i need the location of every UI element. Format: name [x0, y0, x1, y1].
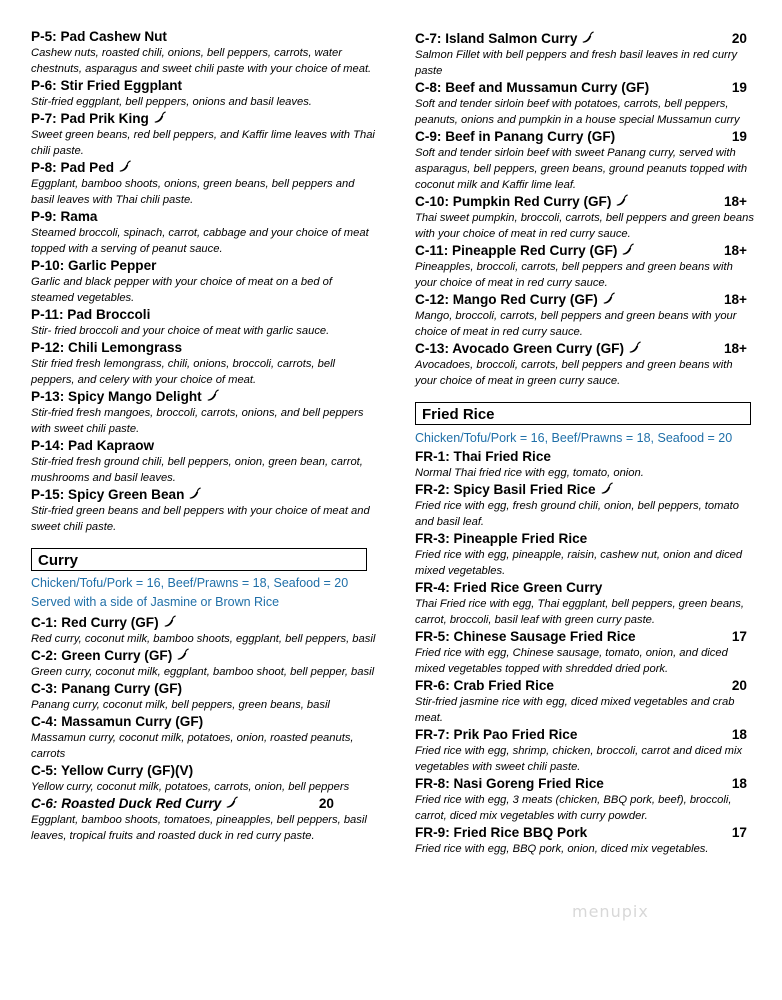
menu-item-name-text: P-14: Pad Kapraow: [31, 438, 155, 453]
menu-item: [415, 726, 755, 775]
menu-item-description: Eggplant, bamboo shoots, tomatoes, pineapples, bell peppers, basil leaves, tropical fruits and roasted duck in red curry paste.: [31, 814, 367, 842]
menu-item-name: [415, 628, 755, 645]
menu-item-description: Panang curry, coconut milk, bell peppers, green beans, basil: [31, 699, 330, 711]
menu-item-name-text: P-5: Pad Cashew Nut: [31, 29, 167, 44]
menu-item-name: [31, 77, 376, 94]
menu-item-name-text: C-2: Green Curry (GF): [31, 648, 173, 663]
menu-item-name-text: P-11: Pad Broccoli: [31, 307, 151, 322]
menu-item-name: [31, 680, 376, 697]
menu-item: [415, 448, 755, 481]
menu-item-name-text: P-15: Spicy Green Bean: [31, 487, 185, 502]
menu-item-description: Stir-fried fresh ground chili, bell peppers, onion, green bean, carrot, mushrooms and basil leaves.: [31, 456, 363, 484]
fried-rice-items-list: [415, 448, 755, 857]
left-items-list: [31, 28, 376, 535]
chili-pepper-icon: [580, 31, 595, 44]
menu-item-name-text: P-9: Rama: [31, 209, 98, 224]
menu-item-price: 17: [731, 629, 747, 644]
menu-item-name: [415, 291, 755, 308]
menu-item-name: [31, 28, 376, 45]
menu-item: [31, 388, 376, 437]
menu-item: [415, 579, 755, 628]
chili-pepper-icon: [162, 615, 177, 628]
curry-section: [31, 548, 376, 844]
menu-item-name: [415, 79, 755, 96]
menu-item-description: Fried rice with egg, 3 meats (chicken, BBQ pork, beef), broccoli, carrot, diced mix vegetables with curry powder.: [415, 794, 732, 822]
menu-item-description: Eggplant, bamboo shoots, onions, green beans, bell peppers and basil leaves with Thai chili paste.: [31, 178, 355, 206]
menu-item: [415, 193, 755, 242]
menu-item-price: 20: [318, 796, 334, 811]
menu-item-name: [31, 713, 376, 730]
menu-item: [31, 339, 376, 388]
menu-item: [31, 762, 376, 795]
menu-item-name-text: P-6: Stir Fried Eggplant: [31, 78, 183, 93]
menu-item-description: Stir- fried broccoli and your choice of meat with garlic sauce.: [31, 325, 330, 337]
menu-item-description: Red curry, coconut milk, bamboo shoots, eggplant, bell peppers, basil: [31, 633, 376, 645]
menu-item: [415, 824, 755, 857]
menu-item-description: Normal Thai fried rice with egg, tomato, onion.: [415, 467, 644, 479]
menu-item-name-text: FR-9: Fried Rice BBQ Pork: [415, 825, 588, 840]
menu-item-name-text: FR-4: Fried Rice Green Curry: [415, 580, 603, 595]
menu-item-description: Soft and tender sirloin beef with sweet Panang curry, served with asparagus, bell peppers, green beans, ground peanuts topped with coconut milk and Kaffir lime leaf.: [415, 147, 748, 191]
menu-item-price: 18: [731, 727, 747, 742]
menu-item-description: Steamed broccoli, spinach, carrot, cabbage and your choice of meat topped with a serving of peanut sauce.: [31, 227, 369, 255]
menu-item-name: [31, 110, 376, 127]
menu-item-price: 18+: [723, 292, 747, 307]
right-items-list: [415, 30, 755, 389]
menu-item-description: Fried rice with egg, Chinese sausage, tomato, onion, and diced mixed vegetables topped with shredded dried pork.: [415, 647, 728, 675]
menu-item-price: 17: [731, 825, 747, 840]
menu-item-name: [415, 677, 755, 694]
menu-item-name-text: FR-1: Thai Fried Rice: [415, 449, 551, 464]
menu-item-price: 20: [731, 678, 747, 693]
menu-item-name: [31, 437, 376, 454]
menu-item-description: Thai Fried rice with egg, Thai eggplant, bell peppers, green beans, carrot, broccoli, basil leaf with green curry paste.: [415, 598, 744, 626]
menu-item-name: [415, 128, 755, 145]
menu-item-name: [415, 530, 755, 547]
menu-item: [31, 257, 376, 306]
menu-item-name-text: C-12: Mango Red Curry (GF): [415, 292, 598, 307]
menu-item-name-text: C-7: Island Salmon Curry: [415, 31, 578, 46]
menu-item-name: [31, 647, 376, 664]
menu-item-name-text: P-12: Chili Lemongrass: [31, 340, 183, 355]
menu-item: [31, 713, 376, 762]
menu-item-name: [415, 242, 755, 259]
right-column: [415, 30, 755, 857]
watermark: menupix: [572, 902, 649, 921]
menu-item-description: Avocadoes, broccoli, carrots, bell peppers and green beans with your choice of meat in green curry sauce.: [415, 359, 733, 387]
menu-item-name-text: C-8: Beef and Mussamun Curry (GF): [415, 80, 650, 95]
menu-item-price: 18+: [723, 194, 747, 209]
menu-item-name: [31, 339, 376, 356]
menu-item-description: Fried rice with egg, pineapple, raisin, cashew nut, onion and diced mixed vegetables.: [415, 549, 743, 577]
menu-item: [31, 159, 376, 208]
menu-item-name: [415, 775, 755, 792]
menu-item: [415, 775, 755, 824]
menu-item-name: [415, 30, 755, 47]
chili-pepper-icon: [187, 487, 202, 500]
fried-rice-price-note: Chicken/Tofu/Pork = 16, Beef/Prawns = 18, Seafood = 20: [415, 431, 733, 445]
menu-item-name-text: P-13: Spicy Mango Delight: [31, 389, 202, 404]
menu-item-description: Stir-fried green beans and bell peppers with your choice of meat and sweet chili paste.: [31, 505, 370, 533]
menu-item-description: Yellow curry, coconut milk, potatoes, carrots, onion, bell peppers: [31, 781, 350, 793]
menu-item-name-text: C-3: Panang Curry (GF): [31, 681, 183, 696]
menu-item: [415, 128, 755, 193]
menu-item: [31, 680, 376, 713]
menu-item-name-text: C-11: Pineapple Red Curry (GF): [415, 243, 618, 258]
chili-pepper-icon: [599, 482, 614, 495]
menu-item-name: [31, 614, 376, 631]
menu-item-name-text: FR-8: Nasi Goreng Fried Rice: [415, 776, 604, 791]
menu-item-price: 19: [731, 129, 747, 144]
menu-item-name: [415, 726, 755, 743]
chili-pepper-icon: [175, 648, 190, 661]
menu-item: [31, 306, 376, 339]
menu-item-description: Fried rice with egg, shrimp, chicken, broccoli, carrot and diced mix vegetables with sweet chili paste.: [415, 745, 743, 773]
menu-item-name: [415, 448, 755, 465]
menu-item-name-text: P-8: Pad Ped: [31, 160, 115, 175]
curry-side-note: Served with a side of Jasmine or Brown Rice: [31, 595, 280, 609]
menu-item-name-text: C-9: Beef in Panang Curry (GF): [415, 129, 616, 144]
menu-item-price: 20: [731, 31, 747, 46]
menu-item-description: Stir-fried eggplant, bell peppers, onions and basil leaves.: [31, 96, 312, 108]
menu-item: [31, 437, 376, 486]
menu-item-name: [31, 388, 376, 405]
menu-item: [415, 481, 755, 530]
chili-pepper-icon: [117, 160, 132, 173]
menu-item-name-text: FR-7: Prik Pao Fried Rice: [415, 727, 578, 742]
menu-item-name-text: FR-2: Spicy Basil Fried Rice: [415, 482, 596, 497]
menu-item-description: Pineapples, broccoli, carrots, bell peppers and green beans with your choice of meat in red curry sauce.: [415, 261, 733, 289]
menu-item-name-text: P-10: Garlic Pepper: [31, 258, 157, 273]
left-column: [31, 28, 376, 844]
menu-item: [415, 340, 755, 389]
chili-pepper-icon: [205, 389, 220, 402]
menu-item-description: Stir fried fresh lemongrass, chili, onions, broccoli, carrots, bell peppers, and celery with your choice of meat.: [31, 358, 336, 386]
menu-item-description: Thai sweet pumpkin, broccoli, carrots, bell peppers and green beans with your choice of meat in red curry sauce.: [415, 212, 754, 240]
menu-item-description: Sweet green beans, red bell peppers, and Kaffir lime leaves with Thai chili paste.: [31, 129, 375, 157]
menu-item-description: Fried rice with egg, fresh ground chili, onion, bell peppers, tomato and basil leaf.: [415, 500, 739, 528]
menu-item-name: [415, 481, 755, 498]
menu-item-price: 18: [731, 776, 747, 791]
menu-item-name: [31, 208, 376, 225]
fried-rice-heading: Fried Rice: [415, 402, 751, 425]
menu-item-name-text: P-7: Pad Prik King: [31, 111, 149, 126]
menu-item-price: 18+: [723, 243, 747, 258]
chili-pepper-icon: [627, 341, 642, 354]
menu-item: [31, 77, 376, 110]
menu-item-description: Garlic and black pepper with your choice of meat on a bed of steamed vegetables.: [31, 276, 332, 304]
menu-item: [31, 110, 376, 159]
menu-item-description: Green curry, coconut milk, eggplant, bamboo shoot, bell pepper, basil: [31, 666, 375, 678]
curry-heading: Curry: [31, 548, 367, 571]
menu-item-name-text: C-1: Red Curry (GF): [31, 615, 159, 630]
menu-item-name: [31, 306, 376, 323]
menu-item: [31, 647, 376, 680]
menu-item-name: [415, 824, 755, 841]
menu-item: [415, 291, 755, 340]
menu-item-description: Stir-fried jasmine rice with egg, diced mixed vegetables and crab meat.: [415, 696, 735, 724]
menu-item-description: Stir-fried fresh mangoes, broccoli, carrots, onions, and bell peppers with sweet chili paste.: [31, 407, 364, 435]
menu-item-name: [31, 486, 376, 503]
menu-item: [415, 242, 755, 291]
menu-item-name: [31, 159, 376, 176]
menu-item-description: Salmon Fillet with bell peppers and fresh basil leaves in red curry paste: [415, 49, 738, 77]
menu-item-name-text: C-5: Yellow Curry (GF)(V): [31, 763, 194, 778]
curry-items-list: [31, 614, 376, 844]
menu-item-description: Cashew nuts, roasted chili, onions, bell peppers, carrots, water chestnuts, asparagus and sweet chili paste with your choice of meat.: [31, 47, 372, 75]
menu-item-price: 18+: [723, 341, 747, 356]
chili-pepper-icon: [620, 243, 635, 256]
fried-rice-section: [415, 402, 755, 857]
menu-item-name: [31, 257, 376, 274]
menu-item-name: [31, 762, 376, 779]
menu-item-name-text: FR-5: Chinese Sausage Fried Rice: [415, 629, 636, 644]
chili-pepper-icon: [152, 111, 167, 124]
menu-item: [415, 677, 755, 726]
menu-item: [31, 28, 376, 77]
menu-item: [31, 614, 376, 647]
menu-item-price: 19: [731, 80, 747, 95]
menu-item: [31, 486, 376, 535]
menu-item: [31, 208, 376, 257]
menu-item: [415, 79, 755, 128]
menu-item-description: Fried rice with egg, BBQ pork, onion, diced mix vegetables.: [415, 843, 709, 855]
menu-item-description: Mango, broccoli, carrots, bell peppers and green beans with your choice of meat in red curry sauce.: [415, 310, 737, 338]
menu-item-description: Massamun curry, coconut milk, potatoes, onion, roasted peanuts, carrots: [31, 732, 354, 760]
menu-item-name: [415, 579, 755, 596]
menu-item-name-text: C-13: Avocado Green Curry (GF): [415, 341, 624, 356]
menu-item: [415, 628, 755, 677]
menu-item: [415, 530, 755, 579]
menu-item-description: Soft and tender sirloin beef with potatoes, carrots, bell peppers, peanuts, onions and pumpkin in a house special Mussamun curry: [415, 98, 740, 126]
menu-item-name: [415, 193, 755, 210]
chili-pepper-icon: [601, 292, 616, 305]
curry-price-note: Chicken/Tofu/Pork = 16, Beef/Prawns = 18, Seafood = 20: [31, 576, 349, 590]
menu-item-name-text: C-4: Massamun Curry (GF): [31, 714, 204, 729]
menu-item: [31, 795, 376, 844]
menu-item-name-text: C-10: Pumpkin Red Curry (GF): [415, 194, 612, 209]
menu-item: [415, 30, 755, 79]
chili-pepper-icon: [614, 194, 629, 207]
menu-item-name: [415, 340, 755, 357]
menu-item-name-text: FR-3: Pineapple Fried Rice: [415, 531, 588, 546]
chili-pepper-icon: [224, 796, 239, 809]
menu-item-name-text: C-6: Roasted Duck Red Curry: [31, 796, 222, 811]
menu-item-name-text: FR-6: Crab Fried Rice: [415, 678, 554, 693]
